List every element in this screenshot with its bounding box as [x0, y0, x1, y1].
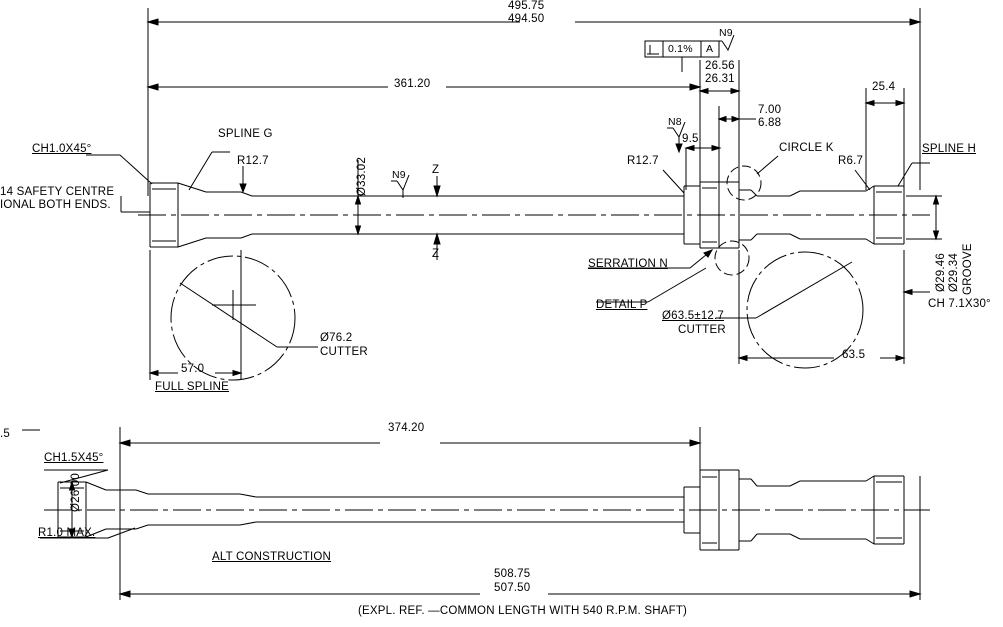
dim-dia-26: Ø26.00 [70, 473, 82, 512]
dim-bottom-overall-upper: 508.75 [494, 568, 531, 580]
note-safety-centre-line2: IONAL BOTH ENDS. [0, 199, 111, 211]
label-groove-chamfer: CH 7.1X30° [928, 298, 991, 310]
dim-edge-left: .5 [0, 428, 10, 440]
dim-dia-33-02: Ø33.02 [356, 157, 368, 196]
finish-symbol-n9-mid: N9 [392, 169, 406, 181]
dim-7-lower: 6.88 [758, 117, 782, 129]
dim-overall-lower: 494.50 [508, 13, 545, 25]
dim-374: 374.20 [388, 422, 425, 434]
label-groove: GROOVE [962, 243, 974, 295]
label-r12-7-left: R12.7 [237, 155, 269, 167]
dim-groove-dia-upper: Ø29.46 [935, 253, 947, 292]
note-chamfer-left: CH1.0X45° [32, 143, 92, 155]
dim-overall-upper: 495.75 [508, 0, 545, 12]
dim-bottom-overall-lower: 507.50 [494, 582, 531, 594]
section-mark-z-top: Z [432, 164, 440, 176]
dim-63-5: 63.5 [842, 349, 866, 361]
label-detail-p: DETAIL P [596, 299, 648, 311]
label-serration-n: SERRATION N [588, 258, 668, 270]
label-r6-7: R6.7 [838, 155, 864, 167]
label-spline-h: SPLINE H [922, 143, 977, 155]
label-cutter-76-dia: Ø76.2 [320, 332, 353, 344]
dim-9-5: 9.5 [682, 133, 699, 145]
label-spline-g: SPLINE G [218, 128, 273, 140]
finish-symbol-n9-top: N9 [719, 27, 733, 39]
section-mark-z-bottom: Z [432, 248, 440, 260]
gdt-datum: A [706, 43, 714, 55]
dim-361: 361.20 [394, 78, 431, 90]
dim-7-upper: 7.00 [758, 104, 782, 116]
label-full-spline: FULL SPLINE [155, 381, 229, 393]
label-alt-construction: ALT CONSTRUCTION [212, 551, 332, 563]
note-chamfer-bottom: CH1.5X45° [44, 452, 104, 464]
dim-57-0: 57.0 [181, 363, 205, 375]
label-cutter-63-dia: Ø63.5±12.7 [662, 310, 725, 322]
dim-26-lower: 26.31 [705, 73, 735, 85]
finish-symbol-n8: N8 [668, 116, 682, 128]
label-cutter-76-text: CUTTER [320, 346, 368, 358]
note-safety-centre-line1: 14 SAFETY CENTRE [0, 186, 115, 198]
gdt-tolerance: 0.1% [668, 43, 693, 55]
dim-25-4: 25.4 [872, 81, 896, 93]
label-circle-k: CIRCLE K [779, 142, 834, 154]
dim-26-upper: 26.56 [705, 60, 735, 72]
label-cutter-63-text: CUTTER [678, 324, 726, 336]
label-r12-7-right: R12.7 [627, 155, 659, 167]
footer-note: (EXPL. REF. —COMMON LENGTH WITH 540 R.P.M. SHAFT) [358, 605, 688, 617]
dim-groove-dia-lower: Ø29.34 [948, 253, 960, 292]
note-r1-max: R1.0 MAX. [38, 527, 96, 539]
